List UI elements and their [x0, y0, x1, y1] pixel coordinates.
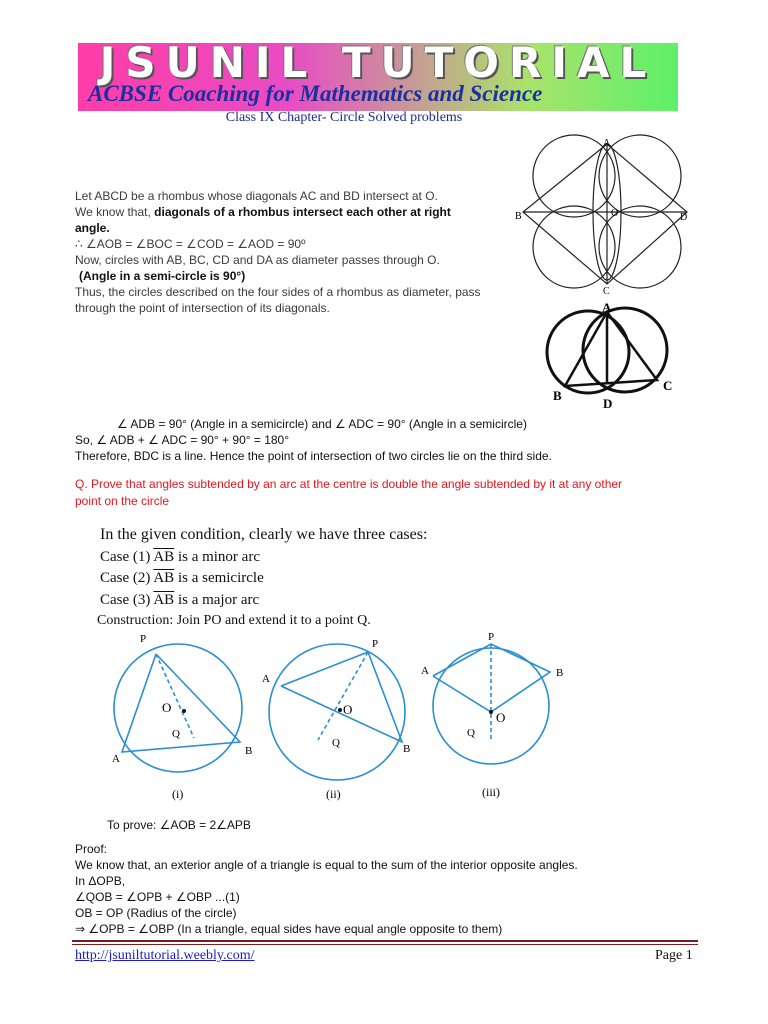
case-2: [100, 570, 264, 587]
label-d: D: [680, 212, 688, 223]
label-c: C: [603, 286, 610, 297]
label-a-i: A: [112, 753, 120, 765]
case-3-arc: $\overline{AB}$: [153, 592, 175, 608]
proof-line-5: OB = OP (Radius of the circle): [75, 906, 237, 920]
rhombus-line-1: Let ABCD be a rhombus whose diagonals AC and BD intersect at O.: [75, 189, 438, 203]
label-a-ii: A: [262, 673, 270, 685]
proof-line-1: Proof:: [75, 842, 108, 856]
circle-bc: [533, 206, 615, 288]
case-2-suffix: is a semicircle: [177, 570, 264, 586]
case-3-prefix: Case (3): [100, 592, 151, 608]
circles-line-2: So, ∠ ADB + ∠ ADC = 90° + 90° = 180°: [75, 433, 290, 447]
label-o-ii: O: [343, 702, 353, 717]
case-3-suffix: is a major arc: [177, 592, 260, 608]
triangle-i: [122, 654, 240, 752]
proof-line-2: We know that, an exterior angle of a triangle is equal to the sum of the interior opposite angles.: [75, 858, 578, 872]
case-figures: [100, 628, 580, 808]
circles-line-3: Therefore, BDC is a line. Hence the point of intersection of two circles lie on the third side.: [75, 449, 552, 463]
proof-line-4: ∠QOB = ∠OPB + ∠OBP ...(1): [75, 890, 240, 904]
label-b: B: [515, 211, 522, 222]
label-c: C: [663, 378, 673, 393]
case-1: [100, 549, 260, 566]
label-q-i: Q: [172, 728, 180, 740]
rhombus-line-3: angle.: [75, 221, 110, 235]
label-p-iii: P: [488, 631, 495, 643]
label-o: O: [611, 208, 619, 219]
cases-intro: In the given condition, clearly we have three cases:: [100, 526, 428, 543]
label-d: D: [603, 396, 613, 411]
footer-link[interactable]: http://jsuniltutorial.weebly.com/: [75, 948, 255, 963]
proof-line-6: ⇒ ∠OPB = ∠OBP (In a triangle, equal sides have equal angle opposite to them): [75, 922, 503, 936]
case-2-arc: $\overline{AB}$: [153, 570, 175, 586]
label-b-ii: B: [403, 743, 411, 755]
case-3: [100, 592, 259, 609]
footer-rule: [72, 940, 698, 942]
dashed-pq-i: [156, 654, 194, 738]
label-a-iii: A: [421, 665, 429, 677]
caption-i: (i): [172, 787, 184, 801]
rhombus-line-7: Thus, the circles described on the four sides of a rhombus as diameter, pass: [75, 285, 481, 299]
circle-i: [114, 644, 242, 772]
question-line-2: point on the circle: [75, 494, 170, 508]
case-1-arc: $\overline{AB}$: [153, 549, 175, 565]
chapter-title: Class IX Chapter- Circle Solved problems: [225, 110, 463, 125]
caption-iii: (iii): [482, 785, 500, 799]
question-line-1: Q. Prove that angles subtended by an arc at the centre is double the angle subtended by it at any other: [75, 477, 623, 491]
label-a: A: [602, 300, 612, 315]
rhombus-circles-figure: [515, 134, 695, 302]
label-q-ii: Q: [332, 737, 340, 749]
label-o-i: O: [162, 700, 172, 715]
banner-title: JSUNIL TUTORIAL: [99, 43, 657, 87]
label-p-i: P: [140, 633, 147, 645]
label-o-iii: O: [496, 710, 506, 725]
rhombus-line-2: [75, 204, 451, 220]
label-b-iii: B: [556, 667, 564, 679]
rhombus-line-4: ∴ ∠AOB = ∠BOC = ∠COD = ∠AOD = 90º: [75, 237, 306, 251]
label-q-iii: Q: [467, 727, 475, 739]
proof-line-3: In ΔOPB,: [75, 874, 126, 888]
rhombus-line-2b: diagonals of a rhombus intersect each other at right: [154, 205, 451, 219]
two-circles-figure: [545, 300, 685, 412]
dashed-pq-ii: [318, 652, 368, 740]
case-1-prefix: Case (1): [100, 549, 151, 565]
rhombus: [523, 144, 687, 284]
footer-rule-thin: [72, 944, 698, 945]
label-a: A: [603, 138, 611, 149]
label-p-ii: P: [372, 638, 379, 650]
center-dot-iii: [489, 710, 493, 714]
rhombus-line-6: (Angle in a semi-circle is 90°): [79, 269, 246, 283]
case-2-prefix: Case (2): [100, 570, 151, 586]
case-1-suffix: is a minor arc: [177, 549, 260, 565]
triangle-ii: [281, 652, 402, 742]
rhombus-line-8: through the point of intersection of its diagonals.: [75, 301, 330, 315]
label-b-i: B: [245, 745, 253, 757]
rhombus-line-5: Now, circles with AB, BC, CD and DA as diameter passes through O.: [75, 253, 440, 267]
center-dot-ii: [338, 708, 342, 712]
label-b: B: [553, 388, 562, 403]
header-banner: [78, 43, 678, 111]
circles-line-1: ∠ ADB = 90° (Angle in a semicircle) and ∠ ADC = 90° (Angle in a semicircle): [117, 417, 527, 431]
center-dot-i: [182, 709, 186, 713]
banner-subtitle: ACBSE Coaching for Mathematics and Science: [88, 81, 543, 106]
rhombus-line-2a: We know that,: [75, 205, 155, 219]
triangle-abc: [565, 312, 657, 386]
construction: Construction: Join PO and extend it to a point Q.: [97, 613, 371, 628]
caption-ii: (ii): [326, 787, 341, 801]
to-prove: To prove: ∠AOB = 2∠APB: [107, 818, 251, 832]
page-number: Page 1: [655, 948, 693, 963]
